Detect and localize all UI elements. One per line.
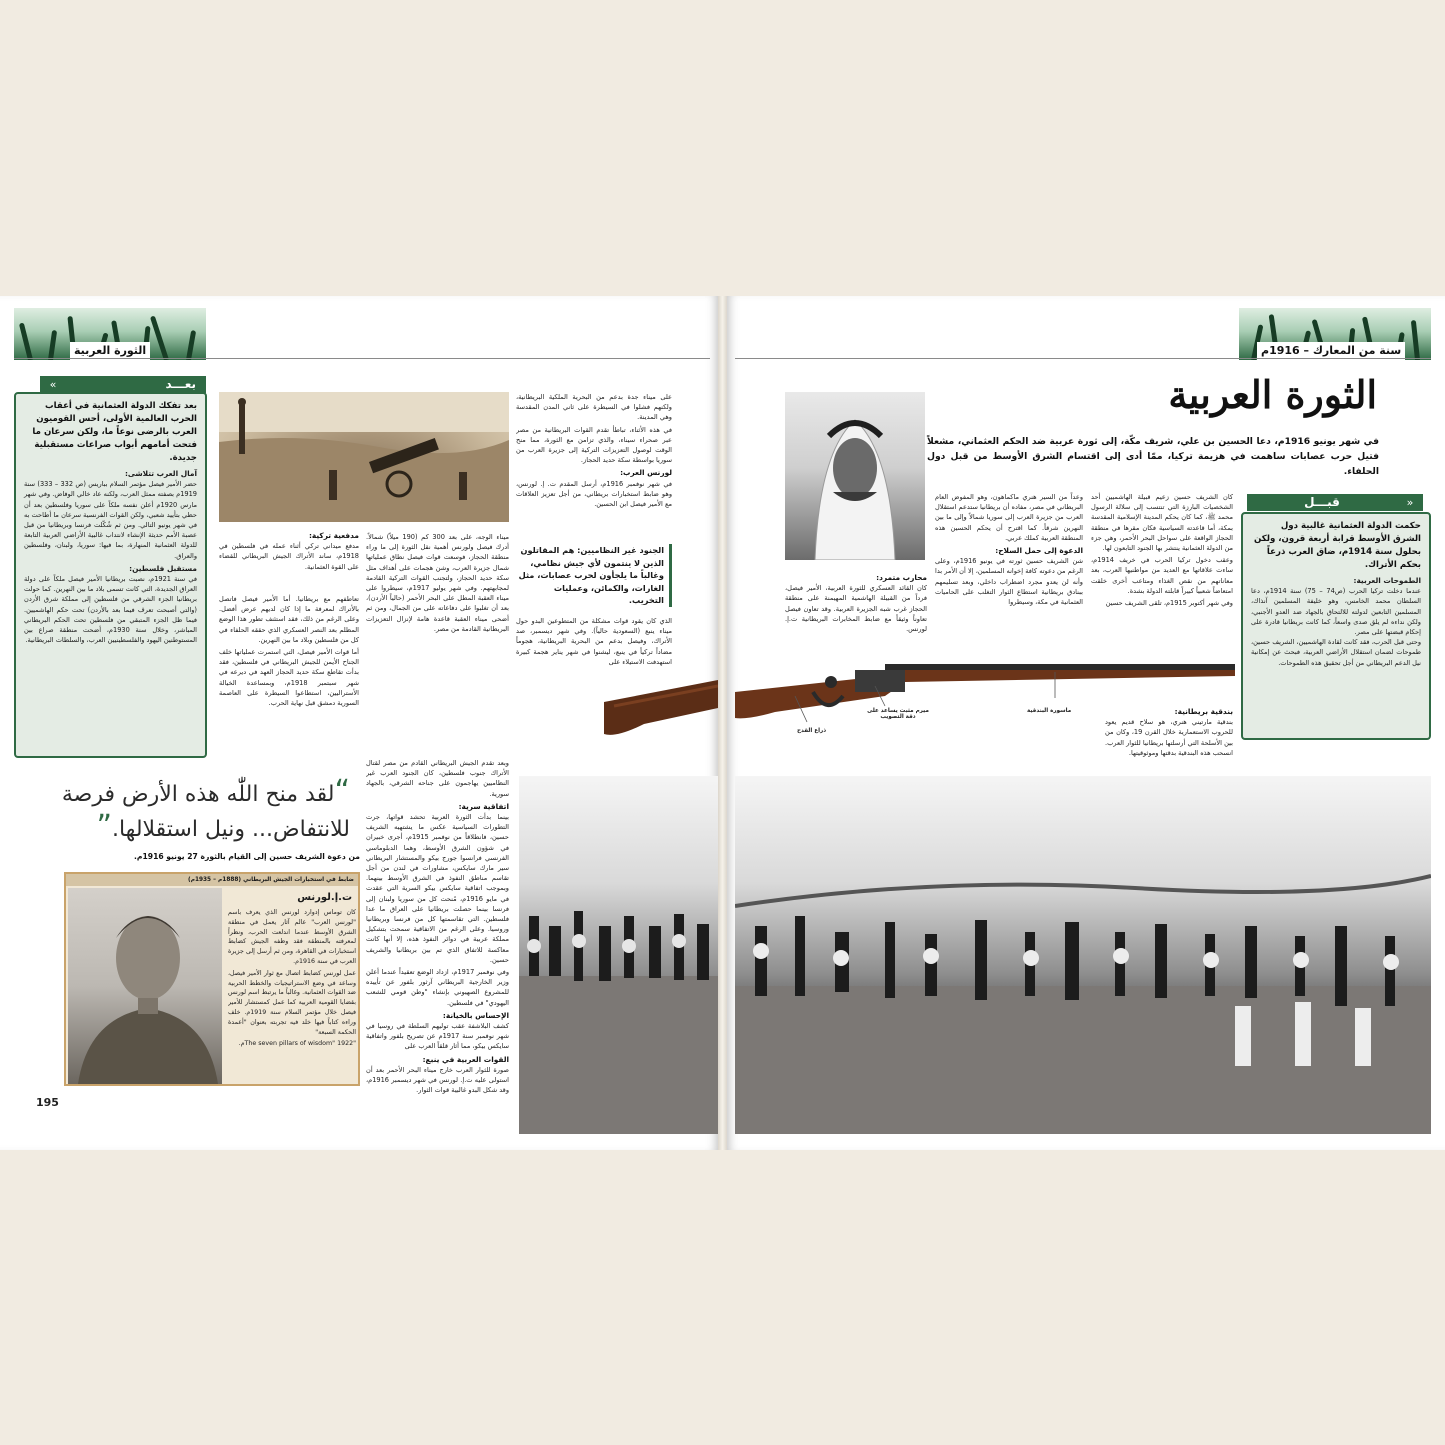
yanbu-caption-heading: القوات العربية في ينبع: xyxy=(422,1054,509,1064)
secret-agreement-heading: اتفاقية سرية: xyxy=(458,801,509,811)
lawrence-bio-p1: كان توماس إدوارد لورنس الذي يعرف باسم "لورنس العرب" عالم آثار يعمل في منطقة الشرق الأوسط عندما اندلعت الحرب، ونظراً لمعرفته بالمنطقة فقد وظفه الجيش كضابط استخبارات في القاهرة، ومن ثم أرسل إلى جزيرة العرب في سنة 1916م. xyxy=(228,909,356,965)
crowd-illustration-left xyxy=(519,776,718,1134)
page-title: الثورة العربية xyxy=(1168,372,1377,417)
before-box xyxy=(1241,512,1431,740)
before-lead: حكمت الدولة العثمانية غالبية دول الشرق الأوسط قرابة أربعة قرون، ولكن بحلول سنة 1914م، ضاق العرب ذرعاً بحكم الأتراك. xyxy=(1254,521,1421,570)
after-lead: بعد تفكك الدولة العثمانية في أعقاب الحرب العالمية الأولى، أحس القوميون العرب بالرضى نوعاً ما، ولكن سرعان ما فتحت أمامهم أبواب صراعات مستقبلية جديدة. xyxy=(32,401,197,463)
betrayal-heading: الإحساس بالخيانة: xyxy=(442,1010,509,1020)
pull-quote: “لقد منح اللّٰه هذه الأرض فرصة للانتفاض... ونيل استقلالها.” xyxy=(61,774,350,844)
after-box xyxy=(14,392,207,758)
intro-paragraph: في شهر يونيو 1916م، دعا الحسين بن علي، شريف مكّة، إلى ثورة عربية ضد الحكم العثماني، مشعلاً فتيل حرب عصابات ساهمت في هزيمة تركيا، ممّا أدى إلى اقتسام الشرق الأوسط من قبل دول الحلفاء. xyxy=(927,436,1379,477)
right-page xyxy=(727,296,1445,1150)
quote-source: من دعوة الشريف حسين إلى القيام بالثورة 27 يونيو 1916م. xyxy=(134,852,360,861)
rebel-warrior-caption xyxy=(785,570,927,642)
right-column-a-p1: كان الشريف حسين زعيم قبيلة الهاشميين أحد الشخصيات البارزة التي تنتسب إلى سلالة الرسول محمد ﷺ، كما كان يحكم المدينة الإسلامية المقدسة بمكة، أما قاعدته السياسية فكان مقرها في منطقة الحجاز الواقعة على سواحل البحر الأحمر، وهي جزء من الدولة العثمانية ينتشر بها الجنود التابعون لها. xyxy=(1091,493,1233,553)
rifle-caption-heading: بندقية بريطانية: xyxy=(1174,707,1233,716)
crowd-illustration xyxy=(735,776,1431,1134)
left-column-b-p2: أما قوات الأمير فيصل، التي استمرت عملياتها خلف الجناح الأيمن للجيش البريطاني في فلسطين، فقد بدأت تقاطع سكة حديد الحجاز العهد في ديرعه في شهر سبتمبر 1918م، وبمساعدة الخيالة الأستراليين، استطاعوا السيطرة على العاصمة السورية دمشق قبل نهاية الحرب. xyxy=(219,648,359,708)
rebel-warrior-text: كان القائد العسكري للثورة العربية، الأمير فيصل، فرداً من القبيلة الهاشمية المهيمنة على منطقة الحجاز غرب شبه الجزيرة العربية. وقد تعاون فيصل تعاوناً وثيقاً مع ضابط المخابرات البريطانية ت.إ. لورنس. xyxy=(785,584,927,634)
double-chevron-icon: « xyxy=(40,376,66,393)
right-column-b-p1: وعداً من السير هنري ماكماهون، وهو المفوض العام البريطاني في مصر، مفاده أن بريطانيا ستدعم استقلال العرب من جزيرة العرب إلى سوريا شمالاً وإلى ما بين النهرين شرقاً. كما اقترح أن يحكم الحسين هذه المنطقة العربية كملك عربي. xyxy=(935,493,1083,542)
right-column-b-p2: شن الشريف حسين ثورته في يونيو 1916م، وعلى الرغم من دعوته كافة إخوانه المسلمين، إلا أن الأمر بدا وأنه لن يعدو مجرد اضطراب داخلي، وبعد تسليمهم ببنادق بريطانية استطاع الثوار التغلب على الحاميات العثمانية في مكة، وسيطروا xyxy=(935,557,1083,607)
secret-agreement-text: بينما بدأت الثورة العربية تحشد قواتها، جرت التطورات السياسية عكس ما يشتهيه الشريف حسين، فانطلاقاً من نوفمبر 1915م، أجرى خبيران في شؤون الشرق الأوسط، وهما الدبلوماسي الفرنسي فرانسوا جورج بيكو والمستشار البريطاني سير مارك سايكس، مشاورات في لندن من أجل تقاسم مناطق النفوذ في الشرق الأوسط بينهما. وبموجب اتفاقية سايكس بيكو السرية التي عقدت في مايو 1916م، مُنحت كل من سوريا ولبنان إلى فرنسا بينما حصلت بريطانيا على العراق ما عدا فلسطين. التي تقاسمتها كل من فرنسا وبريطانيا وروسيا. وعلى الرغم من الاتفاقية سمحت بتشكيل مملكة عربية في دوائر النفوذ هذه، إلا أنها كانت معاكسة للاتفاق الذي تم بين بريطانيا والشريف حسين. xyxy=(366,813,509,964)
left-col-c-p2: وبعد تقدم الجيش البريطاني القادم من مصر لقتال الأتراك جنوب فلسطين، كان الجنود العرب غير النظاميين يهاجمون على جناحه الشرقي، بالجهاد سورية. xyxy=(366,759,509,798)
turkish-artillery-photo xyxy=(219,392,509,522)
left-column-a xyxy=(516,392,672,542)
left-column-a-p3: في شهر نوفمبر 1916م، أرسل المقدم ت. إ. لورنس، وهو ضابط استخبارات بريطاني، من أجل تعزيز العلاقات مع الأمير فيصل ابن الحسين. xyxy=(516,479,672,509)
rifle-label-sight: ميرم مثبت يساعد على دقة التصويب xyxy=(867,708,929,720)
lawrence-name: ت.إ.لورنس xyxy=(297,892,352,903)
running-header-right: سنة من المعارك – 1916م xyxy=(1257,342,1405,360)
book-gutter xyxy=(718,296,727,1150)
before-heading-1: الطموحات العربية: xyxy=(1353,576,1421,585)
faisal-illustration xyxy=(785,392,925,560)
yanbu-caption-text: صورة للثوار العرب خارج ميناء البحر الأحمر بعد أن استولى عليه ت.إ. لورنس في شهر ديسمبر 1916م، وقد شكل البدو غالبية قوات الثوار. xyxy=(366,1065,509,1095)
left-column-c-p1: ميناء الوجه، على بعد 300 كم (190 ميلاً) شمالاً. أدرك فيصل ولورنس أهمية نقل الثورة إلى ما وراء منطقة الحجاز، فوسعت قوات فيصل نطاق عملياتها شمال جزيرة العرب، وشن هجمات على أهداف مثل سكة حديد الحجاز، ولتجنب القوات التركية القادمة لمجابهتهم. وفي شهر يوليو 1917م، سيطروا على ميناء العقبة المطل على البحر الأحمر (حالياً الأردن)، بعد أن تغلبوا على دفاعاته على من الجمال، ومن ثم أضحى ميناء العقبة قاعدة هامة لإنزال التعزيزات البريطانية القادمة من مصر. xyxy=(366,533,509,633)
before-paragraph-1: عندما دخلت تركيا الحرب (ص74 – 75) سنة 1914م، دعا السلطان محمد الخامس، وهو خليفة المسلمين آنذاك، المسلمين التابعين لدولته للالتحاق بالجهاد ضد العدو الأجنبي، ولكن نداءه لم يلق صدى واسعاً، كما كانت بريطانيا قادرة على إحكام قبضتها على مصر. xyxy=(1251,587,1421,637)
double-chevron-icon-right: » xyxy=(1397,494,1423,511)
header-rule-right xyxy=(735,358,1431,359)
after-paragraph-2: في سنة 1921م، نصبت بريطانيا الأمير فيصل ملكاً على دولة العراق الجديدة، التي كانت تسمى بلاد ما بين النهرين. كما حولت بريطانيا الجزء الشرقي من فلسطين إلى مملكة شرق الأردن (والتي أصبحت تعرف فيما بعد بالأردن) تحت حكم الهاشميين. فيما ظل الجزء المتبقي من فلسطين تحت الحكم البريطاني المباشر، وخلال سنة 1930م، أضحت منطقة صراع بين المستوطنين اليهود والفلسطينيين العرب، والسلطات البريطانية. xyxy=(24,575,197,645)
lawrence-portrait xyxy=(68,888,222,1084)
lawrence-bio xyxy=(228,908,356,1082)
before-paragraph-2: وحتى قبل الحرب، فقد كانت لقادة الهاشميين، الشريف حسين، طموحات لضمان استقلال الأراضي العربية، فبحث عن إمكانية نيل الدعم البريطاني من أجل تحقيق هذه الطموحات. xyxy=(1251,638,1421,667)
lawrence-bio-p2: عمل لورنس كضابط اتصال مع ثوار الأمير فيصل، وساعد في وضع الاستراتيجيات والخطط الحربية ضد القوات العثمانية. وغالباً ما يرتبط اسم لورنس بقضايا القومية العربية كما عمل كمستشار للأمير فيصل خلال مؤتمر السلام سنة 1919م. خلف وراءه كتاباً فيها خلد فيه تجربته بعنوان "أعمدة الحكمة السبعة" xyxy=(228,969,356,1036)
rebel-warrior-heading: محارب متمرد: xyxy=(876,573,927,582)
pull-quote-text: لقد منح اللّٰه هذه الأرض فرصة للانتفاض... ونيل استقلالها. xyxy=(61,782,350,842)
arab-forces-photo xyxy=(735,776,1431,1134)
balfour-text: وفي نوفمبر 1917م، ازداد الوضع تعقيداً عندما أعلن وزير الخارجية البريطاني آرثور بلفور عن تأييده للمشروع الصهيوني بإنشاء "وطن قومي للشعب اليهودي" في فلسطين. xyxy=(366,968,509,1007)
left-column-c-top xyxy=(366,532,509,754)
after-heading-2: مستقبل فلسطين: xyxy=(129,563,197,573)
rifle-label-barrel: ماسورة البندقية xyxy=(1027,708,1072,714)
betrayal-text: كشف البلاشفة عقب توليهم السلطة في روسيا في شهر نوفمبر سنة 1917م عن تصريح بلفور واتفاقية سايكس بيكو، مما أثار قلقاً العرب على xyxy=(366,1022,509,1051)
faisal-portrait xyxy=(785,392,925,560)
running-header: الثورة العربية xyxy=(70,342,150,360)
arab-forces-photo-left xyxy=(519,776,718,1134)
left-page xyxy=(0,296,718,1150)
left-column-a-p1: على ميناء جدة بدعم من البحرية الملكية البريطانية، ولكنهم فشلوا في السيطرة على ثاني المدن المقدسة وهي المدينة. xyxy=(516,393,672,422)
before-tab: قبـــل xyxy=(1247,494,1397,511)
left-column-b xyxy=(219,594,359,754)
artillery-illustration xyxy=(219,392,509,522)
after-paragraph-1: حضر الأمير فيصل مؤتمر السلام بباريس (ص 332 – 333) سنة 1919م بصفته ممثل العرب، ولكنه عاد خالي الوفاض. وفي شهر مارس 1920م أعلن نفسه ملكاً على سوريا وفلسطين بعد أن حظي بتأييد شعبي، ولكن القوات الفرنسية سرعان ما أطاحت به في شهر يونيو التالي. ومن ثم شُكّلت فرنسا وبريطانيا من قبل عصبة الأمم حديثة الإنشاء لانتداب غالبية الأراضي العربية التابعة للدولة العثمانية المنهارة، بما فيها: سوريا، ولبنان، وفلسطين والعراق. xyxy=(24,480,198,560)
left-column-b-text: الذي كان يقود قوات مشكلة من المتطوعين البدو حول ميناء ينبع (السعودية حالياً). وفي شهر ديسمبر، صد الأتراك، وفيصل بدعم من البحرية البريطانية، هجوماً مضاداً تركياً في ينبع، ليشنوا في شهر يناير هجمة كبيرة استهدفت الاستيلاء على xyxy=(516,617,672,666)
pullquote-definition: الجنود غير النظاميين: هم المقاتلون الذين لا ينتمون لأي جيش نظامي، وغالباً ما يلجأون لحرب عصابات، مثل الغارات، والكمائن، وعمليات التخريب. xyxy=(516,544,672,607)
page-number: 195 xyxy=(36,1096,59,1109)
book-spread xyxy=(0,296,1445,1150)
right-column-a xyxy=(1091,492,1233,644)
right-column-a-p3: وفي شهر أكتوبر 1915م، تلقى الشريف حسين xyxy=(1105,599,1233,608)
portrait-illustration xyxy=(68,888,222,1084)
secret-agreement-column xyxy=(366,758,509,1108)
call-to-arms-heading: الدعوة إلى حمل السلاح: xyxy=(995,546,1083,556)
rifle-label-lever: ذراع القدح xyxy=(797,728,827,734)
rifle-stock-fragment xyxy=(604,672,718,742)
after-tab: بعـــد xyxy=(66,376,206,393)
after-heading-1: آمال العرب تتلاشى: xyxy=(124,469,197,478)
left-column-a-p2: في هذه الأثناء، تباطأ تقدم القوات البريطانية من مصر عبر صحراء سيناء، والذي تزامن مع الثورة، مما منح الوقت لوصول التعزيزات التركية إلى جزيرة العرب من سوريا بواسطة سكة حديد الحجاز. xyxy=(516,425,672,465)
rifle-caption xyxy=(1105,704,1233,770)
artillery-caption-heading: مدفعية تركية: xyxy=(308,531,359,540)
artillery-caption xyxy=(219,528,359,588)
lawrence-bio-p3: "The seven pillars of wisdom" 1922م. xyxy=(238,1040,356,1048)
artillery-caption-text: مدفع ميداني تركي أثناء عمله في فلسطين في 1918م، ساند الأتراك الجيش البريطاني للقضاء على القوة العثمانية. xyxy=(219,542,359,571)
lawrence-box xyxy=(64,872,360,1086)
right-column-b xyxy=(935,492,1083,644)
rifle-caption-text: بندقية مارتيني هنري، هو سلاح قديم يعود للحروب الاستعمارية خلال القرن 19، وكان من بين الأسلحة التي أرسلتها بريطانيا للثوار العرب. انسحب هذه البندقية بدقتها وموثوقيتها. xyxy=(1105,718,1233,757)
left-column-b-p1: تعاطفهم مع بريطانيا. أما الأمير فيصل فاتصل بالأتراك لمعرفة ما إذا كان لديهم عرض أفضل. وعلى الرغم من ذلك، فقد استئنف تطور هذا الوضع المظلم بعد النصر العسكري الذي حققه الحلفاء في كل من فلسطين وبلاد ما بين النهرين. xyxy=(219,595,359,644)
header-rule xyxy=(14,358,710,359)
lawrence-arabia-heading: لورنس العرب: xyxy=(620,468,672,478)
lawrence-banner: ضابط في استخبارات الجيش البريطاني (1888م – 1935م) xyxy=(66,874,358,886)
right-column-a-p2: وعقب دخول تركيا الحرب في خريف 1914م، ساءت علاقاتها مع العديد من مواطنيها العرب، بعد معاناتهم من نقص الغذاء ومتاعب أخرى خلقت امتعاضاً شعبياً كبيراً قابلته الدولة بشدة. xyxy=(1091,556,1233,595)
